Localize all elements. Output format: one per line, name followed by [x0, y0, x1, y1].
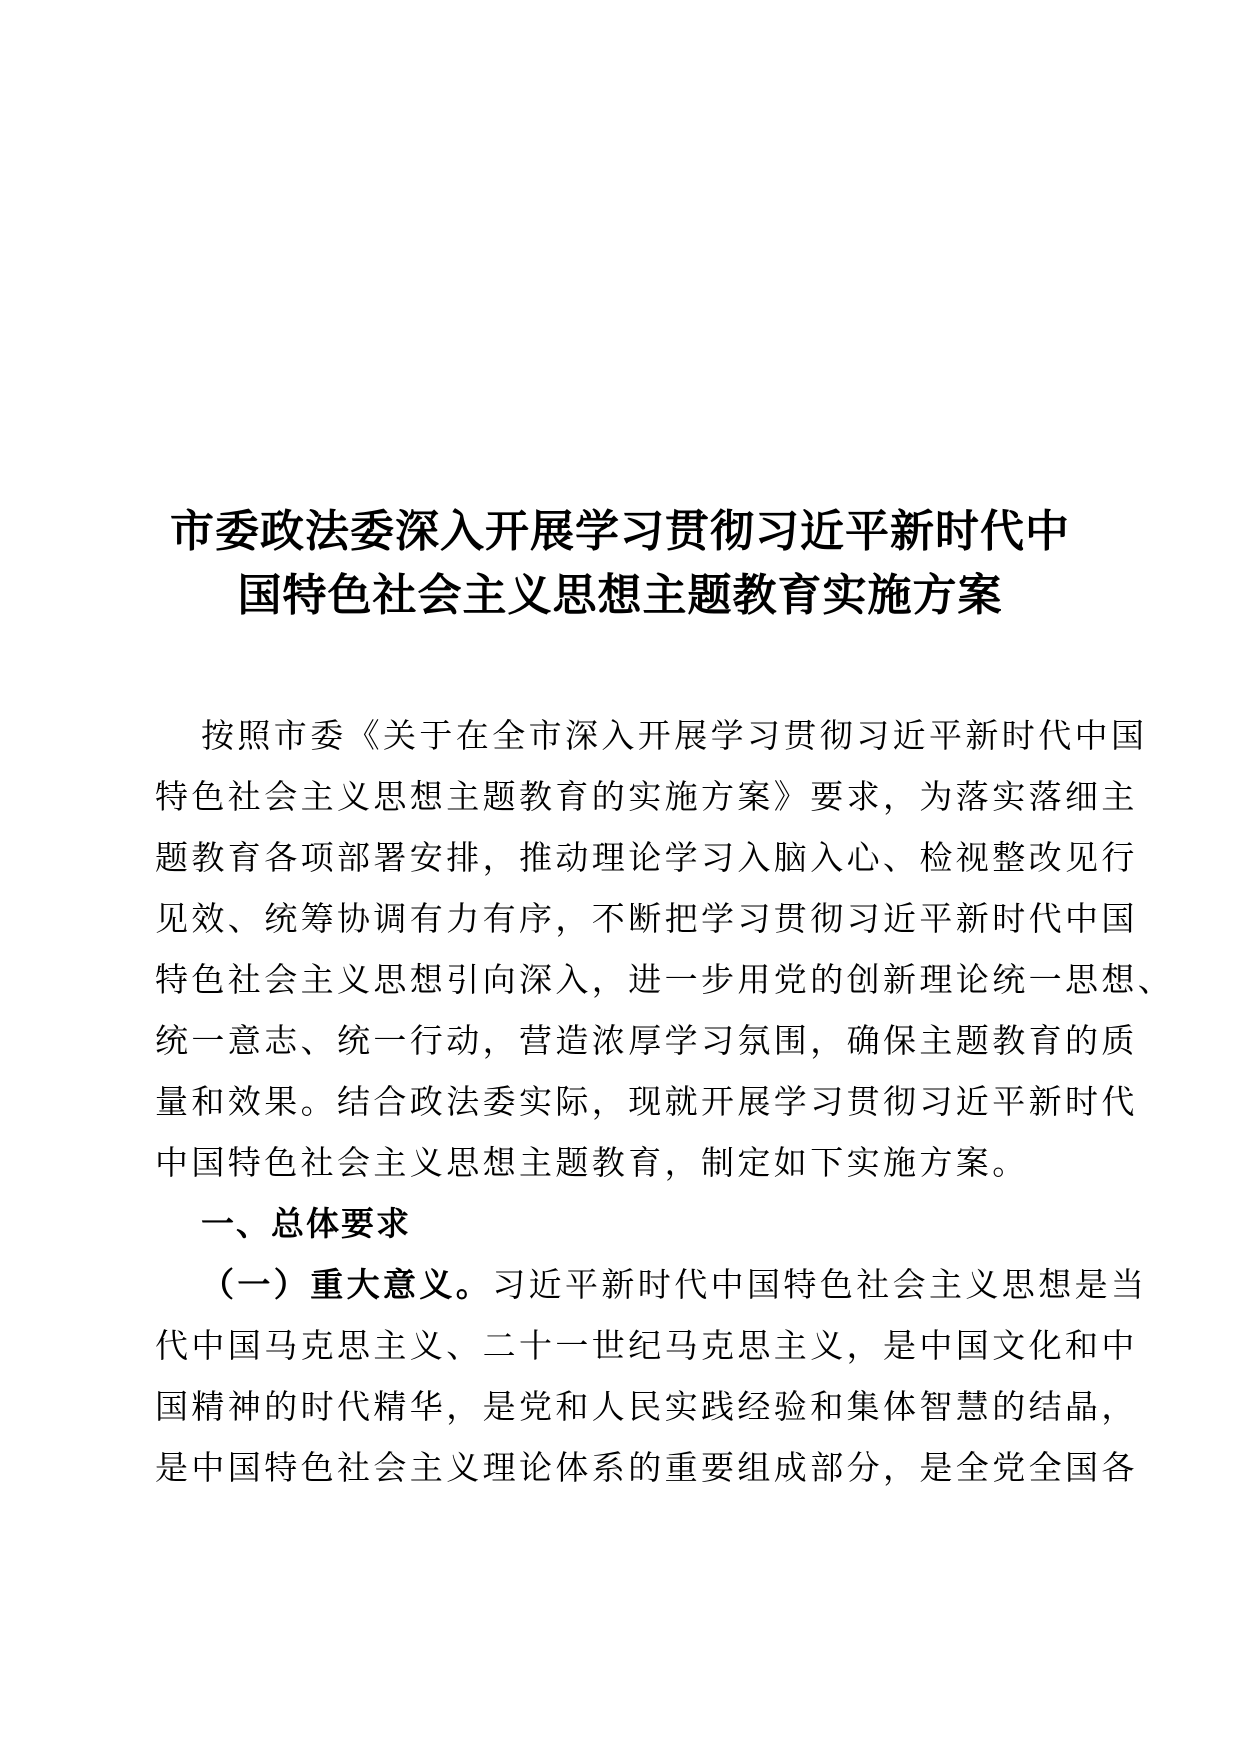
intro-line: 统一意志、统一行动，营造浓厚学习氛围，确保主题教育的质 — [155, 1021, 1138, 1060]
intro-line: 特色社会主义思想引向深入，进一步用党的创新理论统一思想、 — [155, 960, 1175, 999]
title-line-1: 市委政法委深入开展学习贯彻习近平新时代中 — [170, 506, 1070, 557]
subsection-line: 是中国特色社会主义理论体系的重要组成部分，是全党全国各 — [155, 1448, 1138, 1487]
intro-line: 量和效果。结合政法委实际，现就开展学习贯彻习近平新时代 — [155, 1082, 1138, 1121]
document-body — [155, 705, 1175, 1498]
section-heading: 一、总体要求 — [201, 1204, 411, 1243]
intro-line: 按照市委《关于在全市深入开展学习贯彻习近平新时代中国 — [201, 716, 1148, 755]
subsection-first-line — [155, 1254, 1148, 1315]
subsection-line: 国精神的时代精华，是党和人民实践经验和集体智慧的结晶， — [155, 1387, 1138, 1426]
subsection-label: （一）重大意义。 — [201, 1265, 493, 1304]
subsection-text: 习近平新时代中国特色社会主义思想是当 — [492, 1265, 1148, 1304]
title-line-2: 国特色社会主义思想主题教育实施方案 — [237, 570, 1003, 621]
intro-line: 见效、统筹协调有力有序，不断把学习贯彻习近平新时代中国 — [155, 899, 1138, 938]
document-title — [140, 500, 1100, 628]
intro-line: 题教育各项部署安排，推动理论学习入脑入心、检视整改见行 — [155, 838, 1138, 877]
intro-line: 中国特色社会主义思想主题教育，制定如下实施方案。 — [155, 1143, 1029, 1182]
intro-line: 特色社会主义思想主题教育的实施方案》要求，为落实落细主 — [155, 777, 1138, 816]
subsection-line: 代中国马克思主义、二十一世纪马克思主义，是中国文化和中 — [155, 1326, 1138, 1365]
